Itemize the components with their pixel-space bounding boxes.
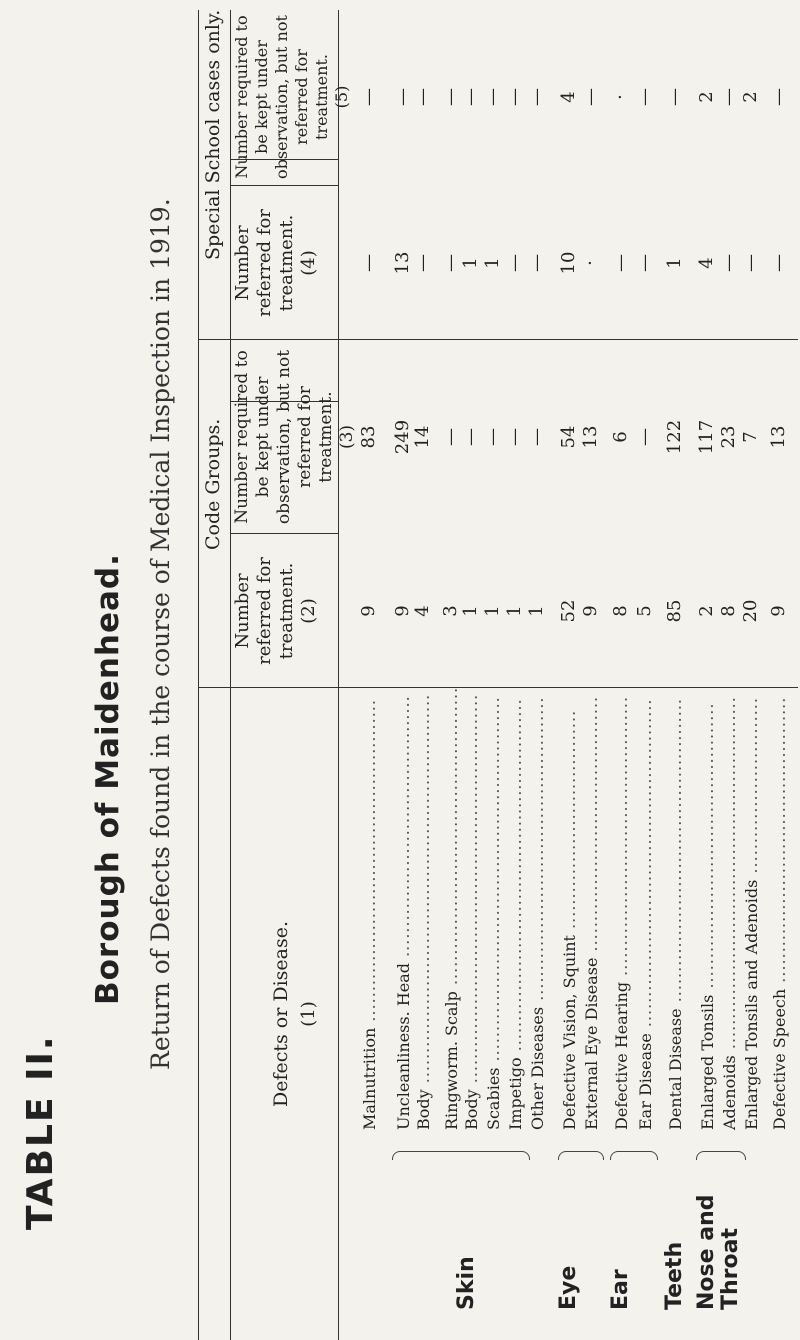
cell-c5: — bbox=[504, 88, 525, 106]
col5-header: Number required to be kept under observation, but not referred for treatment. (5) bbox=[232, 15, 351, 179]
cell-c5: — bbox=[580, 88, 601, 106]
table-row bbox=[742, 10, 762, 1340]
cell-c5: — bbox=[664, 88, 685, 106]
row-label: Ringworm. Scalp ................................................. bbox=[442, 686, 461, 1130]
rule-header-bottom bbox=[338, 10, 339, 1340]
cell-c4: — bbox=[526, 254, 547, 272]
cell-c3: 122 bbox=[664, 419, 685, 455]
cell-c3: — bbox=[634, 428, 655, 446]
leader-dots: ............................................... bbox=[770, 696, 789, 989]
cell-c5: — bbox=[440, 88, 461, 106]
leader-dots: .............................................. bbox=[612, 695, 631, 982]
cell-c2: 9 bbox=[392, 605, 413, 617]
row-category: Throat bbox=[718, 1228, 743, 1310]
cell-c2: 9 bbox=[358, 605, 379, 617]
cell-c4: — bbox=[358, 254, 379, 272]
table-row bbox=[582, 10, 602, 1340]
cell-c5: — bbox=[412, 88, 433, 106]
cell-c5: — bbox=[634, 88, 655, 106]
cell-c4: 13 bbox=[392, 251, 413, 275]
cell-c3: 13 bbox=[580, 425, 601, 449]
borough-title: Borough of Maidenhead. bbox=[90, 553, 126, 1005]
cell-c4: — bbox=[768, 254, 789, 272]
cell-c5: — bbox=[718, 88, 739, 106]
cell-c5: — bbox=[768, 88, 789, 106]
table-row bbox=[770, 10, 790, 1340]
leader-dots: .................................... bbox=[560, 709, 579, 936]
rule-under-code bbox=[230, 10, 231, 688]
row-label: Enlarged Tonsils and Adenoids ............................. bbox=[742, 697, 761, 1130]
sep-col2-col3-b bbox=[230, 533, 338, 534]
leader-dots: ...................................................... bbox=[636, 698, 655, 1034]
row-category: Teeth bbox=[662, 1241, 687, 1310]
row-label: Defective Speech ............................................... bbox=[770, 696, 789, 1130]
row-label: Malnutrition ..................................................... bbox=[360, 699, 379, 1130]
table-row bbox=[414, 10, 434, 1340]
row-label: External Eye Disease .......................................... bbox=[582, 695, 601, 1130]
col3-header: Number required to be kept under observation, but not referred for treatment. (3) bbox=[232, 349, 357, 525]
row-label: Adenoids .......................................................... bbox=[720, 696, 739, 1130]
leader-dots: .................................................. bbox=[528, 696, 547, 1007]
cell-c2: 5 bbox=[634, 605, 655, 617]
cell-c3: 117 bbox=[696, 419, 717, 455]
cell-c3: — bbox=[460, 428, 481, 446]
leader-dots: ..................................................... bbox=[360, 699, 379, 1028]
col4-header: Number referred for treatment. (4) bbox=[232, 209, 319, 317]
row-label: Other Diseases .................................................. bbox=[528, 696, 547, 1130]
table-row bbox=[528, 10, 548, 1340]
cell-c3: 7 bbox=[740, 431, 761, 443]
cell-c3: — bbox=[504, 428, 525, 446]
col2-header: Number referred for treatment. (2) bbox=[232, 557, 319, 665]
leader-dots: ............................................... bbox=[698, 702, 717, 995]
code-groups-label: Code Groups. bbox=[202, 418, 224, 550]
cell-c4: — bbox=[412, 254, 433, 272]
cell-c4: — bbox=[718, 254, 739, 272]
table-row bbox=[662, 10, 687, 1340]
row-label: Body ................................................................ bbox=[462, 693, 481, 1130]
cell-c3: — bbox=[482, 428, 503, 446]
table-row bbox=[694, 10, 719, 1340]
cell-c2: 1 bbox=[460, 605, 481, 617]
cell-c3: — bbox=[526, 428, 547, 446]
cell-c2: 8 bbox=[610, 605, 631, 617]
cell-c4: — bbox=[634, 254, 655, 272]
row-label: Uncleanliness. Head ........................................... bbox=[394, 695, 413, 1130]
cell-c3: 54 bbox=[558, 425, 579, 449]
cell-c3: — bbox=[440, 428, 461, 446]
leader-dots: ................................................................ bbox=[414, 693, 433, 1090]
leader-dots: ............................................................ bbox=[484, 696, 503, 1068]
cell-c3: 13 bbox=[768, 425, 789, 449]
row-label: Defective Hearing .............................................. bbox=[612, 695, 631, 1130]
leader-dots: ................................................. bbox=[442, 686, 461, 992]
row-label: Body ................................................................ bbox=[414, 693, 433, 1130]
cell-c4: 10 bbox=[558, 251, 579, 275]
col1-header: Defects or Disease. (1) bbox=[270, 920, 319, 1108]
cell-c4: — bbox=[740, 254, 761, 272]
table-label: TABLE II. bbox=[20, 1034, 61, 1230]
table-subtitle: Return of Defects found in the course of Medical Inspection in 1919. bbox=[146, 198, 175, 1070]
cell-c4: — bbox=[440, 254, 461, 272]
group-brace bbox=[696, 1151, 746, 1160]
cell-c2: 1 bbox=[482, 605, 503, 617]
table-row bbox=[484, 10, 504, 1340]
cell-c4: — bbox=[610, 254, 631, 272]
cell-c5: 2 bbox=[740, 91, 761, 103]
cell-c2: 4 bbox=[412, 605, 433, 617]
leader-dots: ................................................................ bbox=[462, 693, 481, 1090]
row-label: Defective Vision, Squint .................................... bbox=[560, 709, 579, 1130]
cell-c2: 2 bbox=[696, 605, 717, 617]
table-row bbox=[608, 10, 633, 1340]
cell-c2: 20 bbox=[740, 599, 761, 623]
cell-c4: 1 bbox=[664, 257, 685, 269]
table-row bbox=[462, 10, 482, 1340]
cell-c5: — bbox=[392, 88, 413, 106]
table-row bbox=[718, 10, 743, 1340]
cell-c2: 9 bbox=[580, 605, 601, 617]
group-brace bbox=[610, 1151, 658, 1160]
row-label: Ear Disease ...................................................... bbox=[636, 698, 655, 1130]
row-category: Nose and bbox=[694, 1194, 719, 1310]
cell-c3: 6 bbox=[610, 431, 631, 443]
row-label: Scabies ............................................................ bbox=[484, 696, 503, 1130]
leader-dots: .......................................................... bbox=[506, 698, 525, 1058]
group-brace bbox=[392, 1151, 530, 1160]
leader-dots: ........................................... bbox=[394, 695, 413, 964]
cell-c4: · bbox=[580, 260, 601, 266]
rule-top bbox=[198, 10, 199, 1340]
cell-c5: — bbox=[526, 88, 547, 106]
row-label: Dental Disease .................................................. bbox=[666, 697, 685, 1130]
sep-col4-col5-b bbox=[230, 185, 338, 186]
leader-dots: ............................. bbox=[742, 697, 761, 880]
cell-c5: — bbox=[358, 88, 379, 106]
row-label: Impetigo .......................................................... bbox=[506, 698, 525, 1130]
cell-c5: — bbox=[460, 88, 481, 106]
cell-c5: 2 bbox=[696, 91, 717, 103]
cell-c3: 23 bbox=[718, 425, 739, 449]
group-brace bbox=[558, 1151, 604, 1160]
cell-c5: · bbox=[610, 94, 631, 100]
cell-c4: 1 bbox=[482, 257, 503, 269]
cell-c3: 249 bbox=[392, 419, 413, 455]
table-row bbox=[394, 10, 414, 1340]
table-row bbox=[636, 10, 656, 1340]
cell-c4: — bbox=[504, 254, 525, 272]
cell-c5: — bbox=[482, 88, 503, 106]
row-category: Eye bbox=[556, 1265, 581, 1310]
leader-dots: .......................................................... bbox=[720, 696, 739, 1056]
leader-dots: .......................................... bbox=[582, 695, 601, 958]
cell-c2: 3 bbox=[440, 605, 461, 617]
row-label: Enlarged Tonsils ............................................... bbox=[698, 702, 717, 1130]
table-row bbox=[360, 10, 380, 1340]
cell-c2: 52 bbox=[558, 599, 579, 623]
row-category: Ear bbox=[608, 1269, 633, 1310]
table-row bbox=[556, 10, 581, 1340]
cell-c4: 4 bbox=[696, 257, 717, 269]
cell-c2: 1 bbox=[504, 605, 525, 617]
cell-c4: 1 bbox=[460, 257, 481, 269]
cell-c2: 85 bbox=[664, 599, 685, 623]
cell-c2: 1 bbox=[526, 605, 547, 617]
special-school-label: Special School cases only. bbox=[202, 9, 224, 260]
row-category: Skin bbox=[454, 1256, 479, 1310]
cell-c2: 9 bbox=[768, 605, 789, 617]
cell-c3: 14 bbox=[412, 425, 433, 449]
table-row bbox=[506, 10, 526, 1340]
cell-c3: 83 bbox=[358, 425, 379, 449]
cell-c2: 8 bbox=[718, 605, 739, 617]
leader-dots: .................................................. bbox=[666, 697, 685, 1009]
cell-c5: 4 bbox=[558, 91, 579, 103]
